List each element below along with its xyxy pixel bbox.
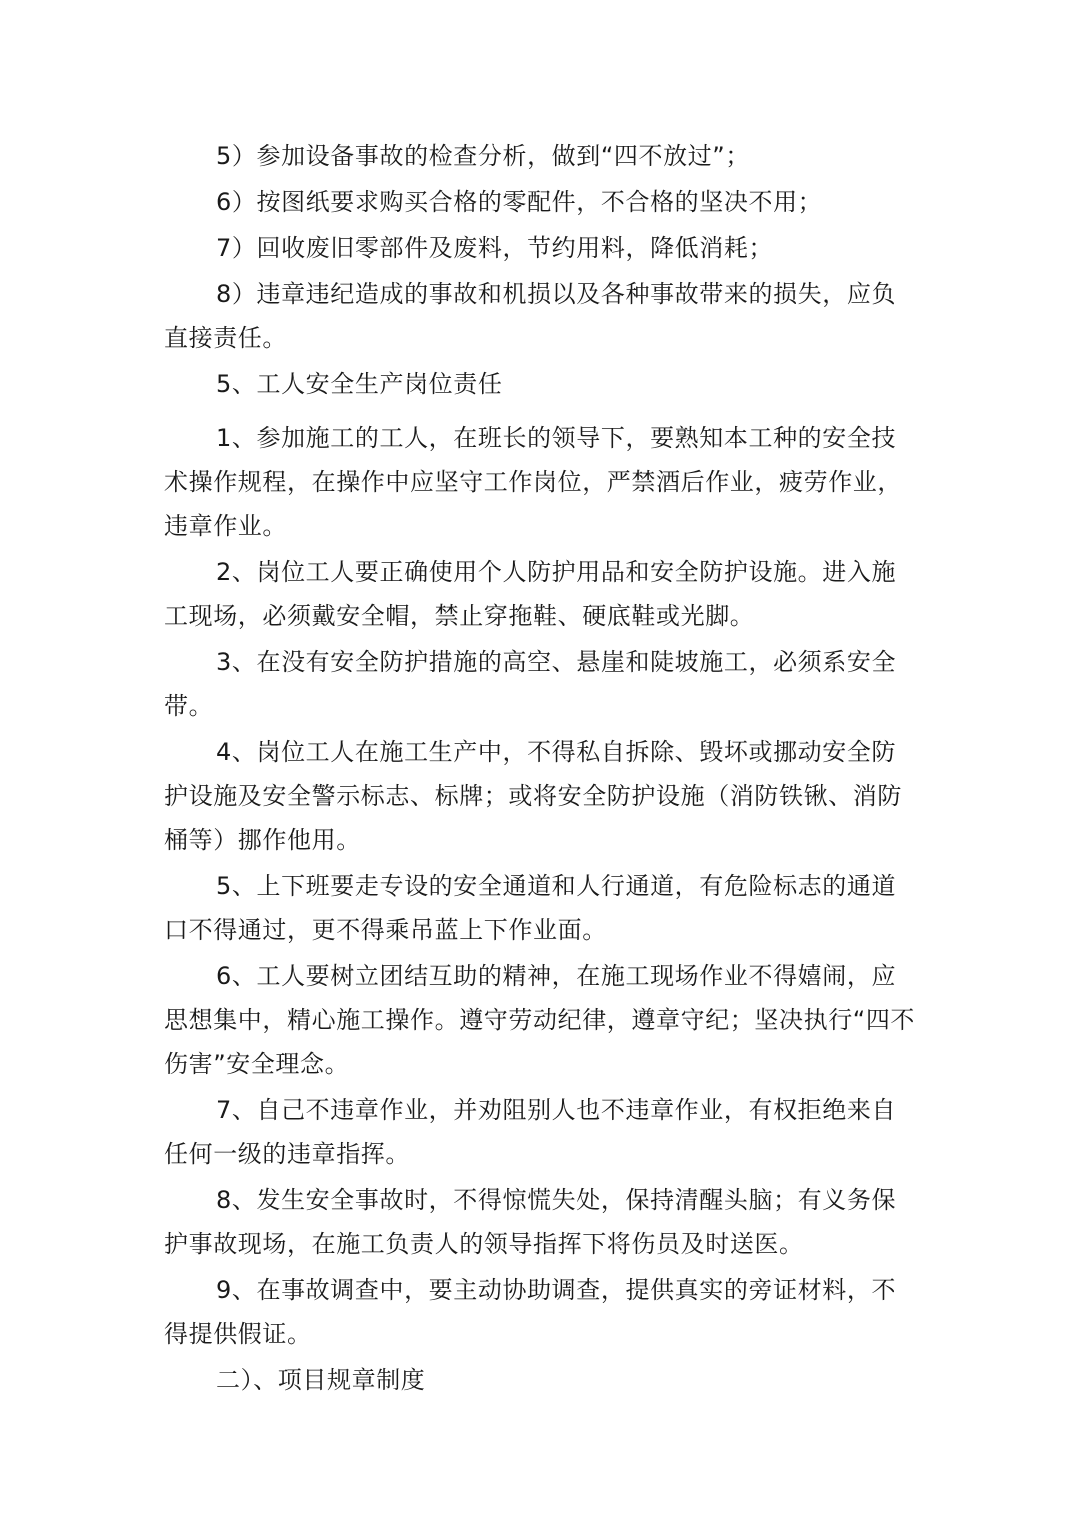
worker-rule-8: 8、发生安全事故时，不得惊慌失处，保持清醒头脑；有义务保护事故现场，在施工负责人的领导指挥下将伤员及时送医。 xyxy=(164,1186,897,1258)
worker-rule-9: 9、在事故调查中，要主动协助调查，提供真实的旁证材料，不得提供假证。 xyxy=(164,1276,897,1348)
section-heading-project-rules: 二）、项目规章制度 xyxy=(216,1366,426,1394)
worker-rule-7: 7、自己不违章作业，并劝阻别人也不违章作业，有权拒绝来自任何一级的违章指挥。 xyxy=(164,1096,897,1168)
worker-rule-4: 4、岗位工人在施工生产中，不得私自拆除、毁坏或挪动安全防护设施及安全警示标志、标牌；或将安全防护设施（消防铁锹、消防桶等）挪作他用。 xyxy=(164,738,902,854)
worker-rule-2: 2、岗位工人要正确使用个人防护用品和安全防护设施。进入施工现场，必须戴安全帽，禁止穿拖鞋、硬底鞋或光脚。 xyxy=(164,558,897,630)
worker-rule-5: 5、上下班要走专设的安全通道和人行通道，有危险标志的通道口不得通过，更不得乘吊蓝上下作业面。 xyxy=(164,872,897,944)
paragraph-item-6: 6）按图纸要求购买合格的零配件，不合格的坚决不用； xyxy=(216,188,823,216)
section-heading-worker-responsibility: 5、工人安全生产岗位责任 xyxy=(216,370,503,398)
worker-rule-6: 6、工人要树立团结互助的精神，在施工现场作业不得嬉闹，应思想集中，精心施工操作。遵守劳动纪律，遵章守纪；坚决执行“四不伤害”安全理念。 xyxy=(164,962,916,1078)
paragraph-item-8: 8）违章违纪造成的事故和机损以及各种事故带来的损失，应负直接责任。 xyxy=(164,280,897,352)
paragraph-item-5: 5）参加设备事故的检查分析，做到“四不放过”； xyxy=(216,142,750,170)
worker-rule-1: 1、参加施工的工人，在班长的领导下，要熟知本工种的安全技术操作规程，在操作中应坚守工作岗位，严禁酒后作业，疲劳作业，违章作业。 xyxy=(164,424,902,540)
worker-rule-3: 3、在没有安全防护措施的高空、悬崖和陡坡施工，必须系安全带。 xyxy=(164,648,897,720)
paragraph-item-7: 7）回收废旧零部件及废料，节约用料，降低消耗； xyxy=(216,234,774,262)
document-page xyxy=(164,134,920,1402)
